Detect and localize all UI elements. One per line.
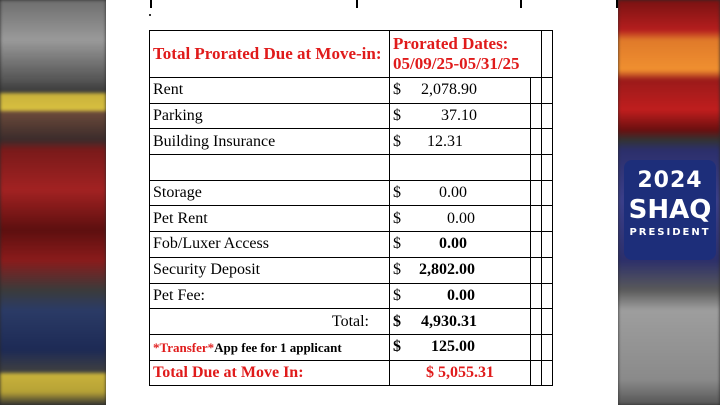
currency-symbol: $ <box>393 209 401 227</box>
total-label: Total: <box>150 309 390 335</box>
row-label: Fob/Luxer Access <box>150 232 390 258</box>
row-amount: 37.10 <box>441 107 477 125</box>
sticker-subtitle: PRESIDENT <box>629 227 711 238</box>
row-amount: 2,802.00 <box>419 261 475 279</box>
sticker-name: SHAQ <box>628 195 712 225</box>
currency-symbol: $ <box>393 132 401 150</box>
table-row <box>150 129 553 155</box>
row-amount: 0.00 <box>447 286 475 304</box>
currency-symbol: $ <box>393 338 401 356</box>
move-in-charges-table <box>149 30 553 386</box>
row-label: Building Insurance <box>150 129 390 155</box>
sticker-year: 2024 <box>637 168 703 193</box>
header-prorated-dates: Prorated Dates: 05/09/25-05/31/25 <box>390 31 542 78</box>
campaign-sticker-image <box>624 160 716 260</box>
stray-mark <box>149 14 151 16</box>
row-amount: 12.31 <box>427 132 463 150</box>
row-label: Pet Rent <box>150 206 390 232</box>
grand-total-label: Total Due at Move In: <box>150 360 390 386</box>
currency-symbol: $ <box>393 286 401 304</box>
row-label: Rent <box>150 78 390 104</box>
currency-symbol: $ <box>393 261 401 279</box>
currency-symbol: $ <box>393 184 401 202</box>
table-row <box>150 283 553 309</box>
background-left-photo <box>0 0 106 405</box>
total-row <box>150 309 553 335</box>
currency-symbol: $ <box>393 312 401 330</box>
currency-symbol: $ <box>393 81 401 99</box>
total-amount: 4,930.31 <box>421 312 477 330</box>
row-label: Pet Fee: <box>150 283 390 309</box>
transfer-fee-row <box>150 334 553 360</box>
row-label: Security Deposit <box>150 257 390 283</box>
currency-symbol: $ <box>393 235 401 253</box>
table-row <box>150 232 553 258</box>
header-total-prorated: Total Prorated Due at Move-in: <box>150 31 390 78</box>
table-row <box>150 78 553 104</box>
transfer-amount: 125.00 <box>431 338 475 356</box>
grand-total-row <box>150 360 553 386</box>
transfer-label: App fee for 1 applicant <box>214 339 342 355</box>
table-row <box>150 257 553 283</box>
previous-table-edge <box>150 0 618 8</box>
table-row <box>150 180 553 206</box>
table-row <box>150 206 553 232</box>
row-amount: 0.00 <box>439 235 467 253</box>
table-header-row <box>150 31 553 78</box>
grand-total-amount: $ 5,055.31 <box>390 360 531 386</box>
row-label: Storage <box>150 180 390 206</box>
transfer-prefix: *Transfer* <box>153 339 215 355</box>
table-row <box>150 103 553 129</box>
row-amount: 2,078.90 <box>421 81 477 99</box>
row-label: Parking <box>150 103 390 129</box>
spacer-row <box>150 155 553 181</box>
row-amount: 0.00 <box>439 184 467 202</box>
currency-symbol: $ <box>393 107 401 125</box>
row-amount: 0.00 <box>447 209 475 227</box>
